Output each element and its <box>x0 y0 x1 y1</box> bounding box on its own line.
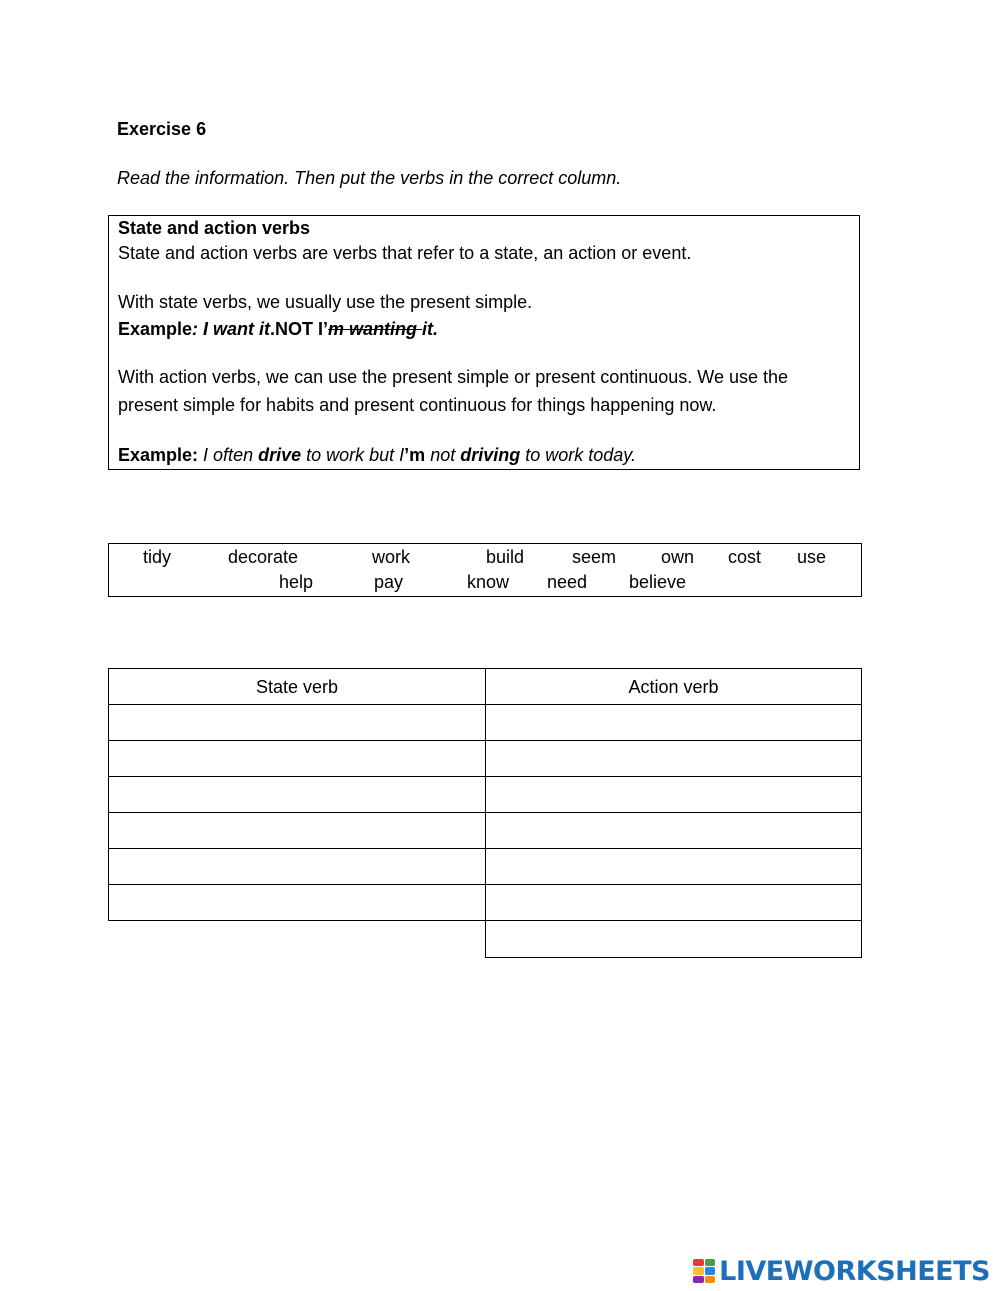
action-verb-cell[interactable] <box>485 704 862 741</box>
state-verb-cell[interactable] <box>108 884 486 921</box>
word-bank-item[interactable]: own <box>661 547 695 567</box>
word-bank-item[interactable]: need <box>547 572 588 592</box>
logo-block-icon <box>705 1276 716 1283</box>
verb-table <box>108 668 862 958</box>
info-heading: State and action verbs <box>118 218 311 238</box>
example-action: Example: I often drive to work but I’m not driving to work today. <box>118 445 636 465</box>
example-state: Example: I want it.NOT I’m wanting it. <box>118 319 439 339</box>
action-rule-line2: present simple for habits and present continuous for things happening now. <box>118 395 717 415</box>
exercise-title: Exercise 6 <box>117 119 207 139</box>
logo-block-icon <box>693 1276 704 1283</box>
word-bank-item[interactable]: believe <box>629 572 687 592</box>
word-bank <box>108 543 862 597</box>
logo-blocks-icon <box>693 1259 715 1283</box>
header-state-verb: State verb <box>108 668 486 705</box>
action-verb-cell[interactable] <box>485 740 862 777</box>
example-label: Example <box>118 319 193 339</box>
instruction-text: Read the information. Then put the verbs in the correct column. <box>117 168 622 188</box>
example-struck: m wanting <box>328 319 423 339</box>
info-intro: State and action verbs are verbs that refer to a state, an action or event. <box>118 243 692 263</box>
logo-block-icon <box>693 1259 704 1266</box>
word-bank-item[interactable]: build <box>486 547 525 567</box>
word-bank-item[interactable]: help <box>279 572 314 592</box>
word-bank-item[interactable]: use <box>797 547 827 567</box>
state-verb-cell[interactable] <box>108 812 486 849</box>
word-bank-item[interactable]: seem <box>572 547 617 567</box>
state-verb-cell[interactable] <box>108 848 486 885</box>
example-correct: I want it <box>203 319 271 339</box>
action-verb-cell[interactable] <box>485 884 862 921</box>
action-verb-cell[interactable] <box>485 848 862 885</box>
word-bank-item[interactable]: decorate <box>228 547 299 567</box>
header-action-verb: Action verb <box>485 668 862 705</box>
state-verb-cell[interactable] <box>108 704 486 741</box>
logo-block-icon <box>693 1267 704 1274</box>
word-bank-item[interactable]: tidy <box>143 547 172 567</box>
logo-block-icon <box>705 1259 716 1266</box>
action-verb-cell[interactable] <box>485 812 862 849</box>
state-rule: With state verbs, we usually use the present simple. <box>118 292 533 312</box>
word-bank-item[interactable]: know <box>467 572 510 592</box>
state-verb-cell[interactable] <box>108 740 486 777</box>
logo-text: LIVEWORKSHEETS <box>719 1255 990 1287</box>
liveworksheets-logo <box>693 1256 990 1286</box>
action-verb-cell[interactable] <box>485 776 862 813</box>
word-bank-item[interactable]: cost <box>728 547 762 567</box>
action-verb-cell[interactable] <box>485 920 862 958</box>
word-bank-item[interactable]: work <box>372 547 411 567</box>
action-rule-line1: With action verbs, we can use the present simple or present continuous. We use the <box>118 367 789 387</box>
state-verb-cell[interactable] <box>108 776 486 813</box>
info-box <box>108 215 860 470</box>
word-bank-item[interactable]: pay <box>374 572 404 592</box>
logo-block-icon <box>705 1267 716 1274</box>
